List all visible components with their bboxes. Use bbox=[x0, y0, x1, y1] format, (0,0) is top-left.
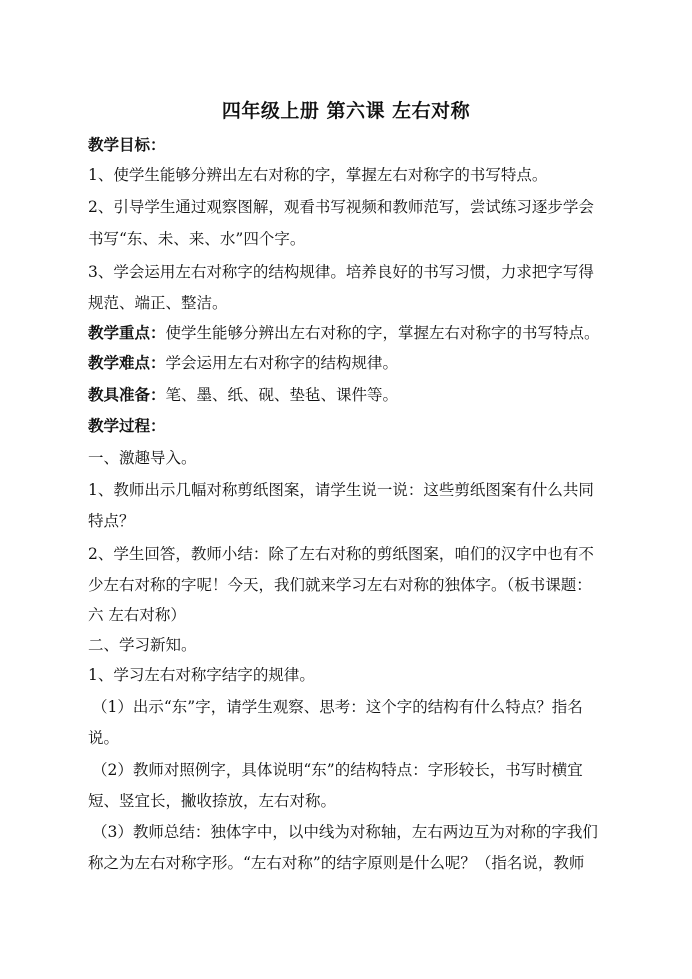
line-text: 一、激趣导入。 bbox=[88, 449, 197, 467]
line-text: （3）教师总结：独体字中，以中线为对称轴，左右两边互为对称的字我们 bbox=[92, 823, 598, 841]
line-text: 1、使学生能够分辨出左右对称的字，掌握左右对称字的书写特点。 bbox=[88, 166, 548, 184]
line-text: 3、学会运用左右对称字的结构规律。培养良好的书写习惯，力求把字写得 bbox=[88, 263, 594, 281]
paragraph-line bbox=[92, 759, 632, 781]
heading-teaching-process bbox=[88, 415, 628, 437]
line-text: 规范、端正、整洁。 bbox=[88, 294, 228, 312]
difficulty-line bbox=[88, 352, 628, 374]
line-text: 六 左右对称） bbox=[88, 606, 186, 624]
paragraph-line bbox=[88, 852, 628, 874]
line-text: 特点？ bbox=[88, 512, 135, 530]
line-text: 学会运用左右对称字的结构规律。 bbox=[165, 354, 399, 372]
line-text: （2）教师对照例字，具体说明“东”的结构特点：字形较长，书写时横宜 bbox=[92, 761, 583, 779]
paragraph-line bbox=[92, 696, 632, 718]
document-title: 四年级上册 第六课 左右对称 bbox=[221, 100, 471, 122]
paragraph-line bbox=[92, 821, 632, 843]
line-text: 2、学生回答，教师小结：除了左右对称的剪纸图案，咱们的汉字中也有不 bbox=[88, 545, 594, 563]
paragraph-line bbox=[88, 292, 628, 314]
paragraph-line bbox=[88, 727, 628, 749]
paragraph-line bbox=[88, 164, 628, 186]
paragraph-line bbox=[88, 664, 628, 686]
line-label: 教学重点： bbox=[88, 324, 166, 342]
line-text: 2、引导学生通过观察图解，观看书写视频和教师范写，尝试练习逐步学会 bbox=[88, 198, 594, 216]
line-text: 1、教师出示几幅对称剪纸图案，请学生说一说：这些剪纸图案有什么共同 bbox=[88, 481, 594, 499]
line-text: 短、竖宜长，撇收捺放，左右对称。 bbox=[88, 792, 337, 810]
line-text: 称之为左右对称字形。“左右对称”的结字原则是什么呢？（指名说，教师 bbox=[88, 854, 585, 872]
line-text: 笔、墨、纸、砚、垫毡、课件等。 bbox=[165, 386, 399, 404]
paragraph-line bbox=[88, 634, 628, 656]
line-text: 二、学习新知。 bbox=[88, 636, 197, 654]
paragraph-line bbox=[88, 790, 628, 812]
paragraph-line bbox=[88, 447, 628, 469]
paragraph-line bbox=[88, 228, 628, 250]
line-text: 书写“东、未、来、水”四个字。 bbox=[88, 230, 306, 248]
paragraph-line bbox=[88, 543, 628, 565]
key-points-line bbox=[88, 322, 628, 344]
materials-line bbox=[88, 384, 628, 406]
paragraph-line bbox=[88, 196, 628, 218]
paragraph-line bbox=[88, 261, 628, 283]
paragraph-line bbox=[88, 510, 628, 532]
line-label: 教学过程： bbox=[88, 417, 166, 435]
heading-teaching-goals bbox=[88, 134, 628, 156]
line-label: 教学难点： bbox=[88, 354, 166, 372]
line-text: 少左右对称的字呢！今天，我们就来学习左右对称的独体字。（板书课题： bbox=[88, 576, 592, 594]
line-text: （1）出示“东”字，请学生观察、思考：这个字的结构有什么特点？指名 bbox=[92, 698, 583, 716]
paragraph-line bbox=[88, 574, 628, 596]
paragraph-line bbox=[88, 604, 628, 626]
line-label: 教具准备： bbox=[88, 386, 166, 404]
line-text: 使学生能够分辨出左右对称的字，掌握左右对称字的书写特点。 bbox=[165, 324, 600, 342]
line-text: 说。 bbox=[88, 729, 120, 747]
paragraph-line bbox=[88, 479, 628, 501]
line-label: 教学目标： bbox=[88, 136, 166, 154]
line-text: 1、学习左右对称字结字的规律。 bbox=[88, 666, 315, 684]
